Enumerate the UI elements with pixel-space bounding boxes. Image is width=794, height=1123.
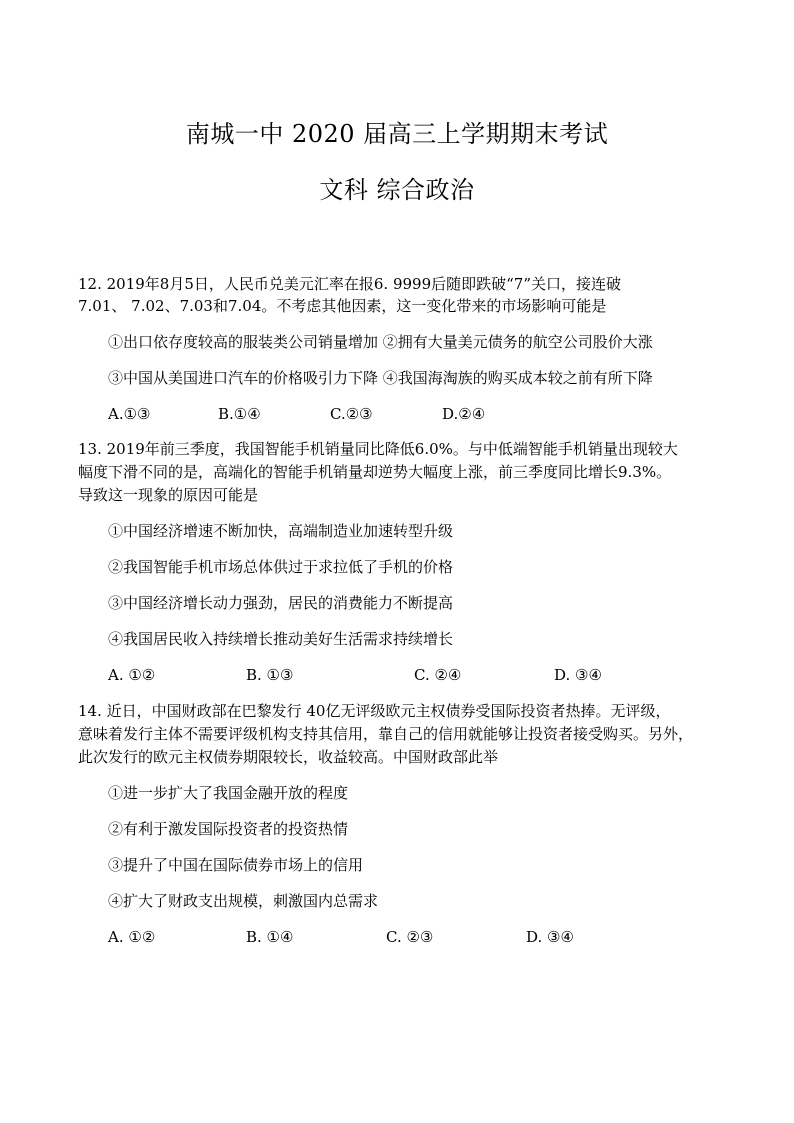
option-c: C. ②③ — [386, 928, 434, 946]
option-b: B. ①③ — [246, 666, 294, 684]
statement: ④扩大了财政支出规模，刺激国内总需求 — [108, 892, 379, 910]
question-stem-line: 12. 2019年8月5日，人民币兑美元汇率在报6. 9999后随即跌破“7”关口，接连破 — [78, 275, 622, 293]
question-stem-line: 幅度下滑不同的是，高端化的智能手机销量却逆势大幅度上涨，前三季度同比增长9.3%。 — [78, 463, 672, 481]
exam-title: 南城一中 2020 届高三上学期期末考试 — [185, 120, 609, 148]
answer-options — [108, 926, 708, 948]
statement: ③提升了中国在国际债券市场上的信用 — [108, 856, 364, 874]
statement: ②我国智能手机市场总体供过于求拉低了手机的价格 — [108, 558, 454, 576]
option-a: A. ①② — [108, 666, 156, 684]
answer-options — [108, 403, 708, 425]
option-d: D. ③④ — [526, 928, 574, 946]
statement: ②有利于激发国际投资者的投资热情 — [108, 820, 349, 838]
option-a: A. ①② — [108, 928, 156, 946]
question-stem-line: 13. 2019年前三季度，我国智能手机销量同比降低6.0%。与中低端智能手机销量出现较大 — [78, 440, 678, 458]
question-stem-line: 导致这一现象的原因可能是 — [78, 486, 259, 504]
option-d: D. ③④ — [554, 666, 602, 684]
question-stem-line: 14. 近日，中国财政部在巴黎发行 40亿无评级欧元主权债券受国际投资者热捧。无评级， — [78, 702, 671, 720]
statement: ①进一步扩大了我国金融开放的程度 — [108, 784, 349, 802]
question-stem-line: 7.01、 7.02、7.03和7.04。不考虑其他因素，这一变化带来的市场影响可能是 — [78, 297, 607, 315]
statement: ①出口依存度较高的服装类公司销量增加 ②拥有大量美元债务的航空公司股价大涨 — [108, 333, 653, 351]
statement: ①中国经济增速不断加快，高端制造业加速转型升级 — [108, 522, 454, 540]
answer-options — [108, 664, 708, 686]
statement: ③中国从美国进口汽车的价格吸引力下降 ④我国海淘族的购买成本较之前有所下降 — [108, 369, 653, 387]
option-b: B.①④ — [218, 405, 261, 423]
question-stem-line: 此次发行的欧元主权债券期限较长，收益较高。中国财政部此举 — [78, 748, 499, 766]
option-c: C. ②④ — [414, 666, 462, 684]
exam-subtitle: 文科 综合政治 — [319, 176, 475, 204]
option-d: D.②④ — [442, 405, 486, 423]
question-stem-line: 意味着发行主体不需要评级机构支持其信用，靠自己的信用就能够让投资者接受购买。另外， — [78, 725, 694, 743]
statement: ③中国经济增长动力强劲，居民的消费能力不断提高 — [108, 594, 454, 612]
option-b: B. ①④ — [246, 928, 294, 946]
option-c: C.②③ — [330, 405, 373, 423]
option-a: A.①③ — [108, 405, 151, 423]
statement: ④我国居民收入持续增长推动美好生活需求持续增长 — [108, 630, 454, 648]
